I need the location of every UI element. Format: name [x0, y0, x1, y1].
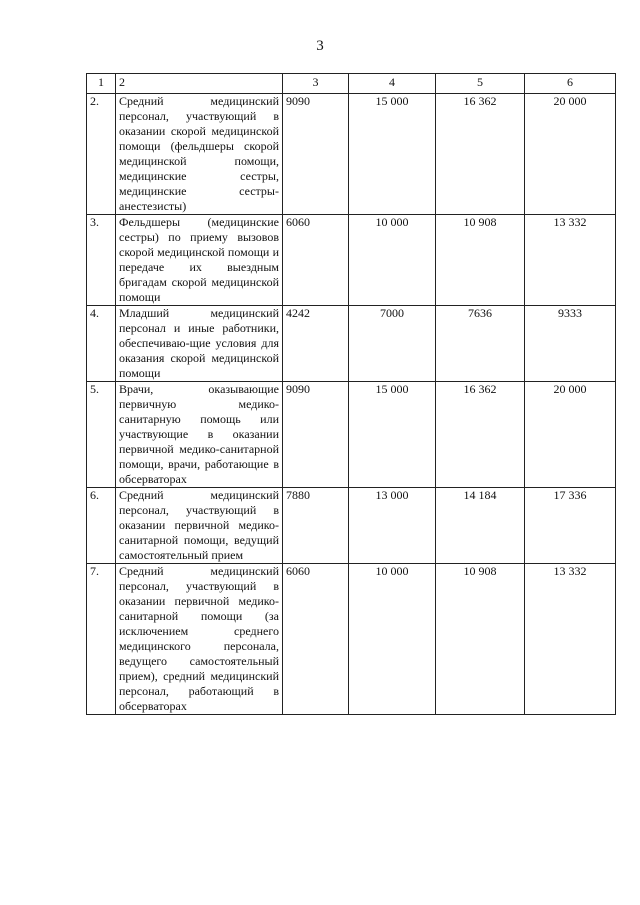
- row-number: 6.: [87, 488, 116, 564]
- row-value-col3: 6060: [283, 215, 349, 306]
- header-col-5: 5: [436, 74, 525, 94]
- row-value-col4: 15 000: [349, 94, 436, 215]
- row-number: 7.: [87, 564, 116, 715]
- row-value-col4: 7000: [349, 306, 436, 382]
- row-description: Младший медицинский персонал и иные работники, обеспечиваю-щие условия для оказания скорой медицинской помощи: [116, 306, 283, 382]
- row-value-col3: 4242: [283, 306, 349, 382]
- row-value-col4: 15 000: [349, 382, 436, 488]
- table-row: [87, 382, 616, 488]
- row-value-col5: 16 362: [436, 94, 525, 215]
- row-description: Средний медицинский персонал, участвующий в оказании скорой медицинской помощи (фельдшеры скорой медицинской помощи, медицинские сестры, медицинские сестры-анестезисты): [116, 94, 283, 215]
- header-col-2: 2: [116, 74, 283, 94]
- page-number: 3: [316, 38, 324, 54]
- row-description: Врачи, оказывающие первичную медико-санитарную помощь или участвующие в оказании первичной медико-санитарной помощи, врачи, работающие в обсерваторах: [116, 382, 283, 488]
- tariff-table: [86, 73, 616, 715]
- header-col-1: 1: [87, 74, 116, 94]
- row-value-col5: 16 362: [436, 382, 525, 488]
- row-description: Средний медицинский персонал, участвующий в оказании первичной медико-санитарной помощи, ведущий самостоятельный прием: [116, 488, 283, 564]
- table-row: [87, 306, 616, 382]
- row-description: Средний медицинский персонал, участвующий в оказании первичной медико-санитарной помощи (за исключением среднего медицинского персонала, ведущего самостоятельный прием), средний медицинский персонал, работающий в обсерваторах: [116, 564, 283, 715]
- table-row: [87, 564, 616, 715]
- row-number: 3.: [87, 215, 116, 306]
- table-row: [87, 488, 616, 564]
- row-value-col6: 17 336: [525, 488, 616, 564]
- row-value-col5: 10 908: [436, 215, 525, 306]
- row-value-col3: 9090: [283, 382, 349, 488]
- row-value-col3: 6060: [283, 564, 349, 715]
- row-value-col6: 20 000: [525, 382, 616, 488]
- row-value-col5: 7636: [436, 306, 525, 382]
- row-value-col6: 13 332: [525, 215, 616, 306]
- header-col-3: 3: [283, 74, 349, 94]
- row-value-col4: 10 000: [349, 215, 436, 306]
- table-row: [87, 94, 616, 215]
- row-value-col4: 13 000: [349, 488, 436, 564]
- header-col-6: 6: [525, 74, 616, 94]
- table-row: [87, 215, 616, 306]
- row-value-col6: 20 000: [525, 94, 616, 215]
- row-number: 4.: [87, 306, 116, 382]
- row-value-col3: 7880: [283, 488, 349, 564]
- row-value-col5: 14 184: [436, 488, 525, 564]
- header-col-4: 4: [349, 74, 436, 94]
- row-value-col4: 10 000: [349, 564, 436, 715]
- row-description: Фельдшеры (медицинские сестры) по приему вызовов скорой медицинской помощи и передаче их выездным бригадам скорой медицинской помощи: [116, 215, 283, 306]
- row-number: 2.: [87, 94, 116, 215]
- row-number: 5.: [87, 382, 116, 488]
- row-value-col6: 9333: [525, 306, 616, 382]
- row-value-col6: 13 332: [525, 564, 616, 715]
- row-value-col5: 10 908: [436, 564, 525, 715]
- row-value-col3: 9090: [283, 94, 349, 215]
- table-header-row: [87, 74, 616, 94]
